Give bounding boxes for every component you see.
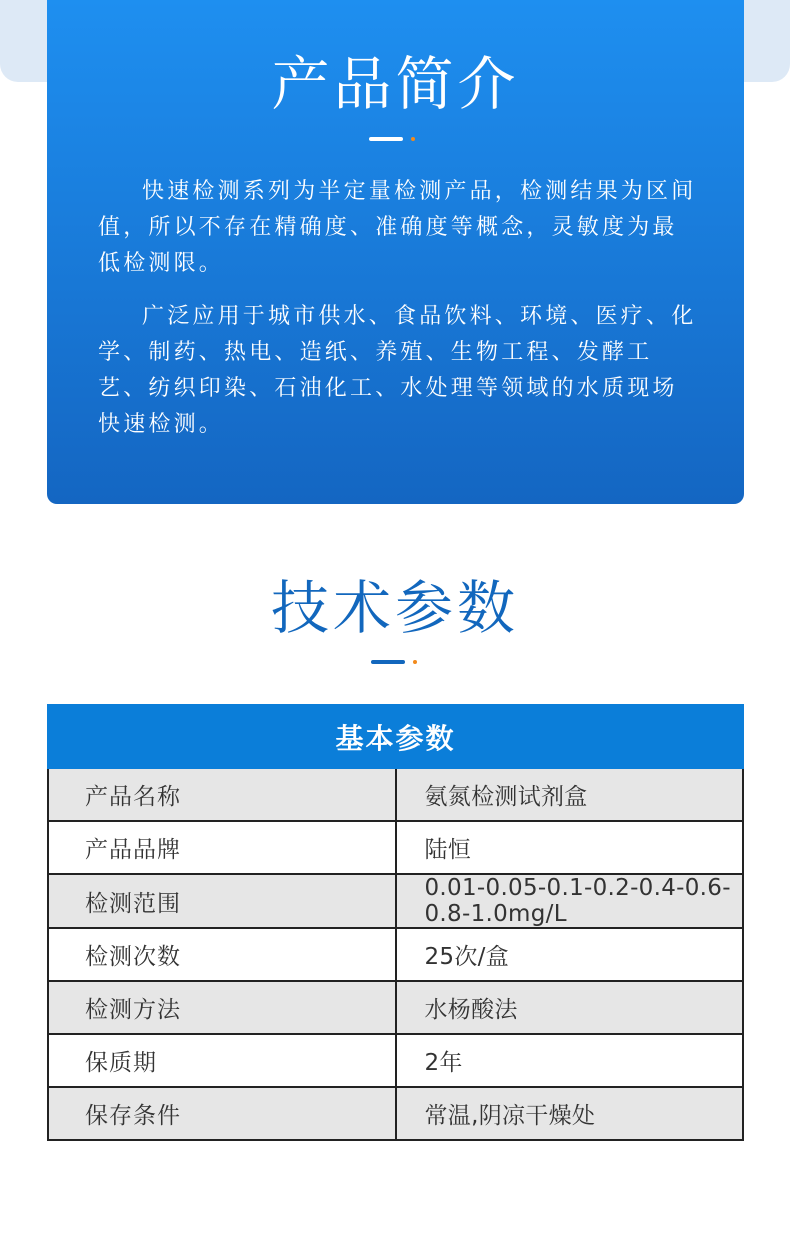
param-key: 检测方法 xyxy=(48,981,396,1034)
divider-bar xyxy=(371,660,405,664)
table-row xyxy=(48,874,743,928)
table-header-row xyxy=(48,705,743,768)
table-row xyxy=(48,928,743,981)
table-row xyxy=(48,768,743,821)
table-header: 基本参数 xyxy=(48,705,743,768)
param-value: 0.01-0.05-0.1-0.2-0.4-0.6-0.8-1.0mg/L xyxy=(396,874,744,928)
table-row xyxy=(48,1034,743,1087)
intro-divider xyxy=(369,136,429,142)
params-table xyxy=(47,704,744,1141)
tech-divider xyxy=(371,659,431,665)
param-value: 2年 xyxy=(396,1034,744,1087)
intro-paragraph-2: 广泛应用于城市供水、食品饮料、环境、医疗、化学、制药、热电、造纸、养殖、生物工程、发酵工艺、纺织印染、石油化工、水处理等领域的水质现场快速检测。 xyxy=(98,304,697,437)
intro-text xyxy=(98,174,698,460)
param-key: 产品名称 xyxy=(48,768,396,821)
param-value: 氨氮检测试剂盒 xyxy=(396,768,744,821)
param-key: 保存条件 xyxy=(48,1087,396,1140)
table-row xyxy=(48,821,743,874)
table-row xyxy=(48,1087,743,1140)
param-key: 检测范围 xyxy=(48,874,396,928)
param-key: 保质期 xyxy=(48,1034,396,1087)
param-value: 常温,阴凉干燥处 xyxy=(396,1087,744,1140)
param-key: 检测次数 xyxy=(48,928,396,981)
divider-dot xyxy=(411,137,415,141)
intro-paragraph-1: 快速检测系列为半定量检测产品，检测结果为区间值，所以不存在精确度、准确度等概念，灵敏度为最低检测限。 xyxy=(98,179,697,276)
param-value: 陆恒 xyxy=(396,821,744,874)
param-key: 产品品牌 xyxy=(48,821,396,874)
divider-dot xyxy=(413,660,417,664)
table-row xyxy=(48,981,743,1034)
intro-title: 产品简介 xyxy=(271,50,520,118)
tech-params-title: 技术参数 xyxy=(270,574,519,642)
param-value: 水杨酸法 xyxy=(396,981,744,1034)
product-intro-card xyxy=(47,0,744,504)
divider-bar xyxy=(369,137,403,141)
param-value: 25次/盒 xyxy=(396,928,744,981)
